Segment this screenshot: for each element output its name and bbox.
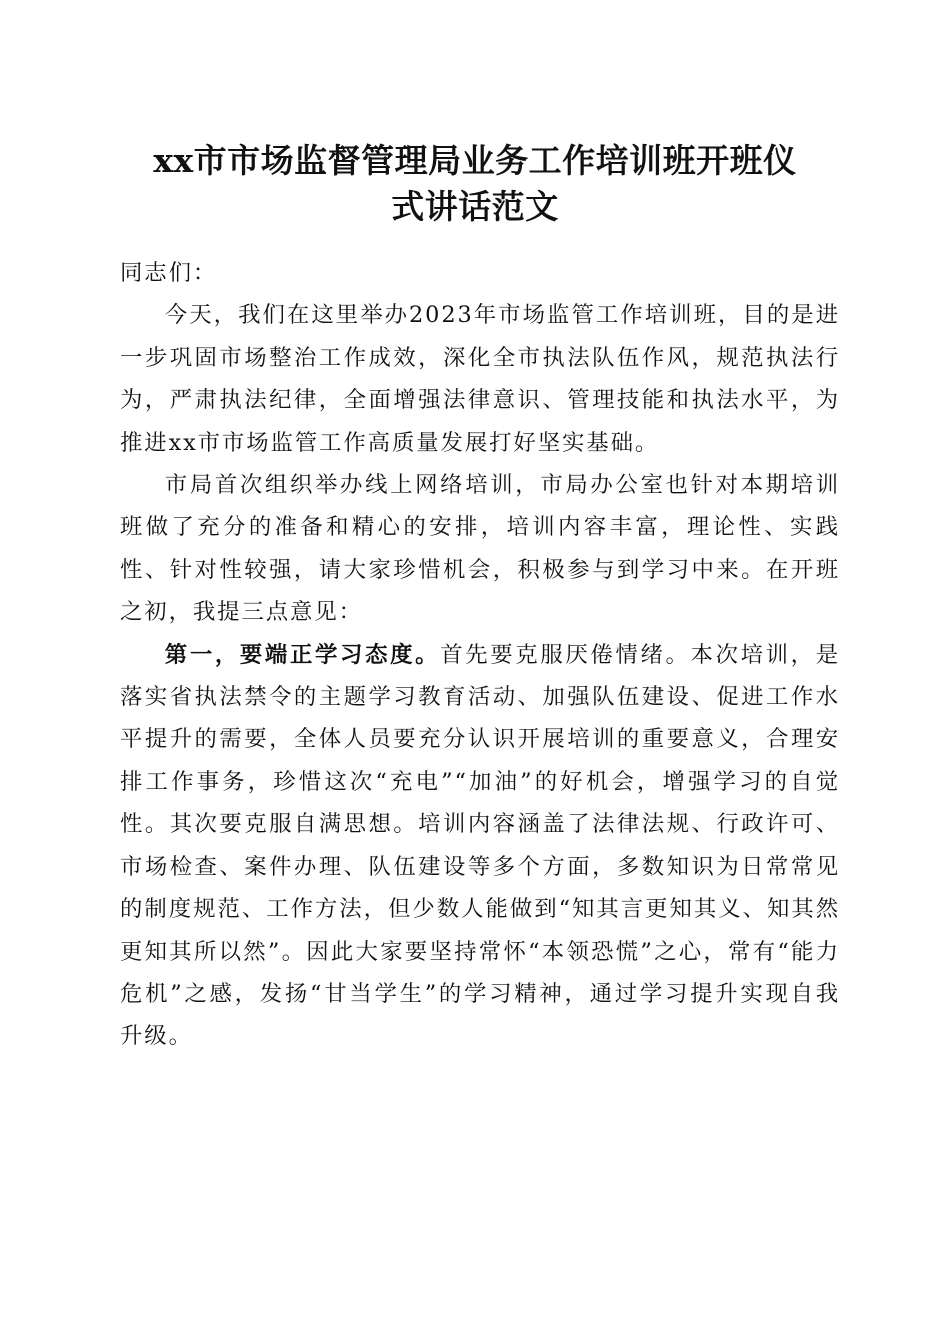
paragraph-3-heading: 第一，要端正学习态度。 [164, 641, 441, 668]
paragraph-3-text: 首先要克服厌倦情绪。本次培训，是落实省执法禁令的主题学习教育活动、加强队伍建设、促进工作水平提升的需要，全体人员要充分认识开展培训的重要意义，合理安排工作事务，珍惜这次“充电”“加油”的好机会，增强学习的自觉性。其次要克服自满思想。培训内容涵盖了法律法规、行政许可、市场检查、案件办理、队伍建设等多个方面，多数知识为日常常见的制度规范、工作方法，但少数人能做到“知其言更知其义、知其然更知其所以然”。因此大家要坚持常怀“本领恐慌”之心，常有“能力危机”之感，发扬“甘当学生”的学习精神，通过学习提升实现自我升级。 [120, 641, 840, 1050]
paragraph-1: 今天，我们在这里举办2023年市场监管工作培训班，目的是进一步巩固市场整治工作成效，深化全市执法队伍作风，规范执法行为，严肃执法纪律，全面增强法律意识、管理技能和执法水平，为推进xx市市场监管工作高质量发展打好坚实基础。 [120, 302, 840, 456]
paragraph-2: 市局首次组织举办线上网络培训，市局办公室也针对本期培训班做了充分的准备和精心的安排，培训内容丰富，理论性、实践性、针对性较强，请大家珍惜机会，积极参与到学习中来。在开班之初，我提三点意见： [120, 472, 840, 626]
title-line-1: xx市市场监督管理局业务工作培训班开班仪 [153, 141, 797, 180]
document-body [120, 252, 840, 1058]
salutation: 同志们： [120, 260, 218, 286]
document-title [100, 138, 850, 230]
title-line-2: 式讲话范文 [391, 187, 559, 226]
paragraph-3 [120, 634, 840, 1058]
